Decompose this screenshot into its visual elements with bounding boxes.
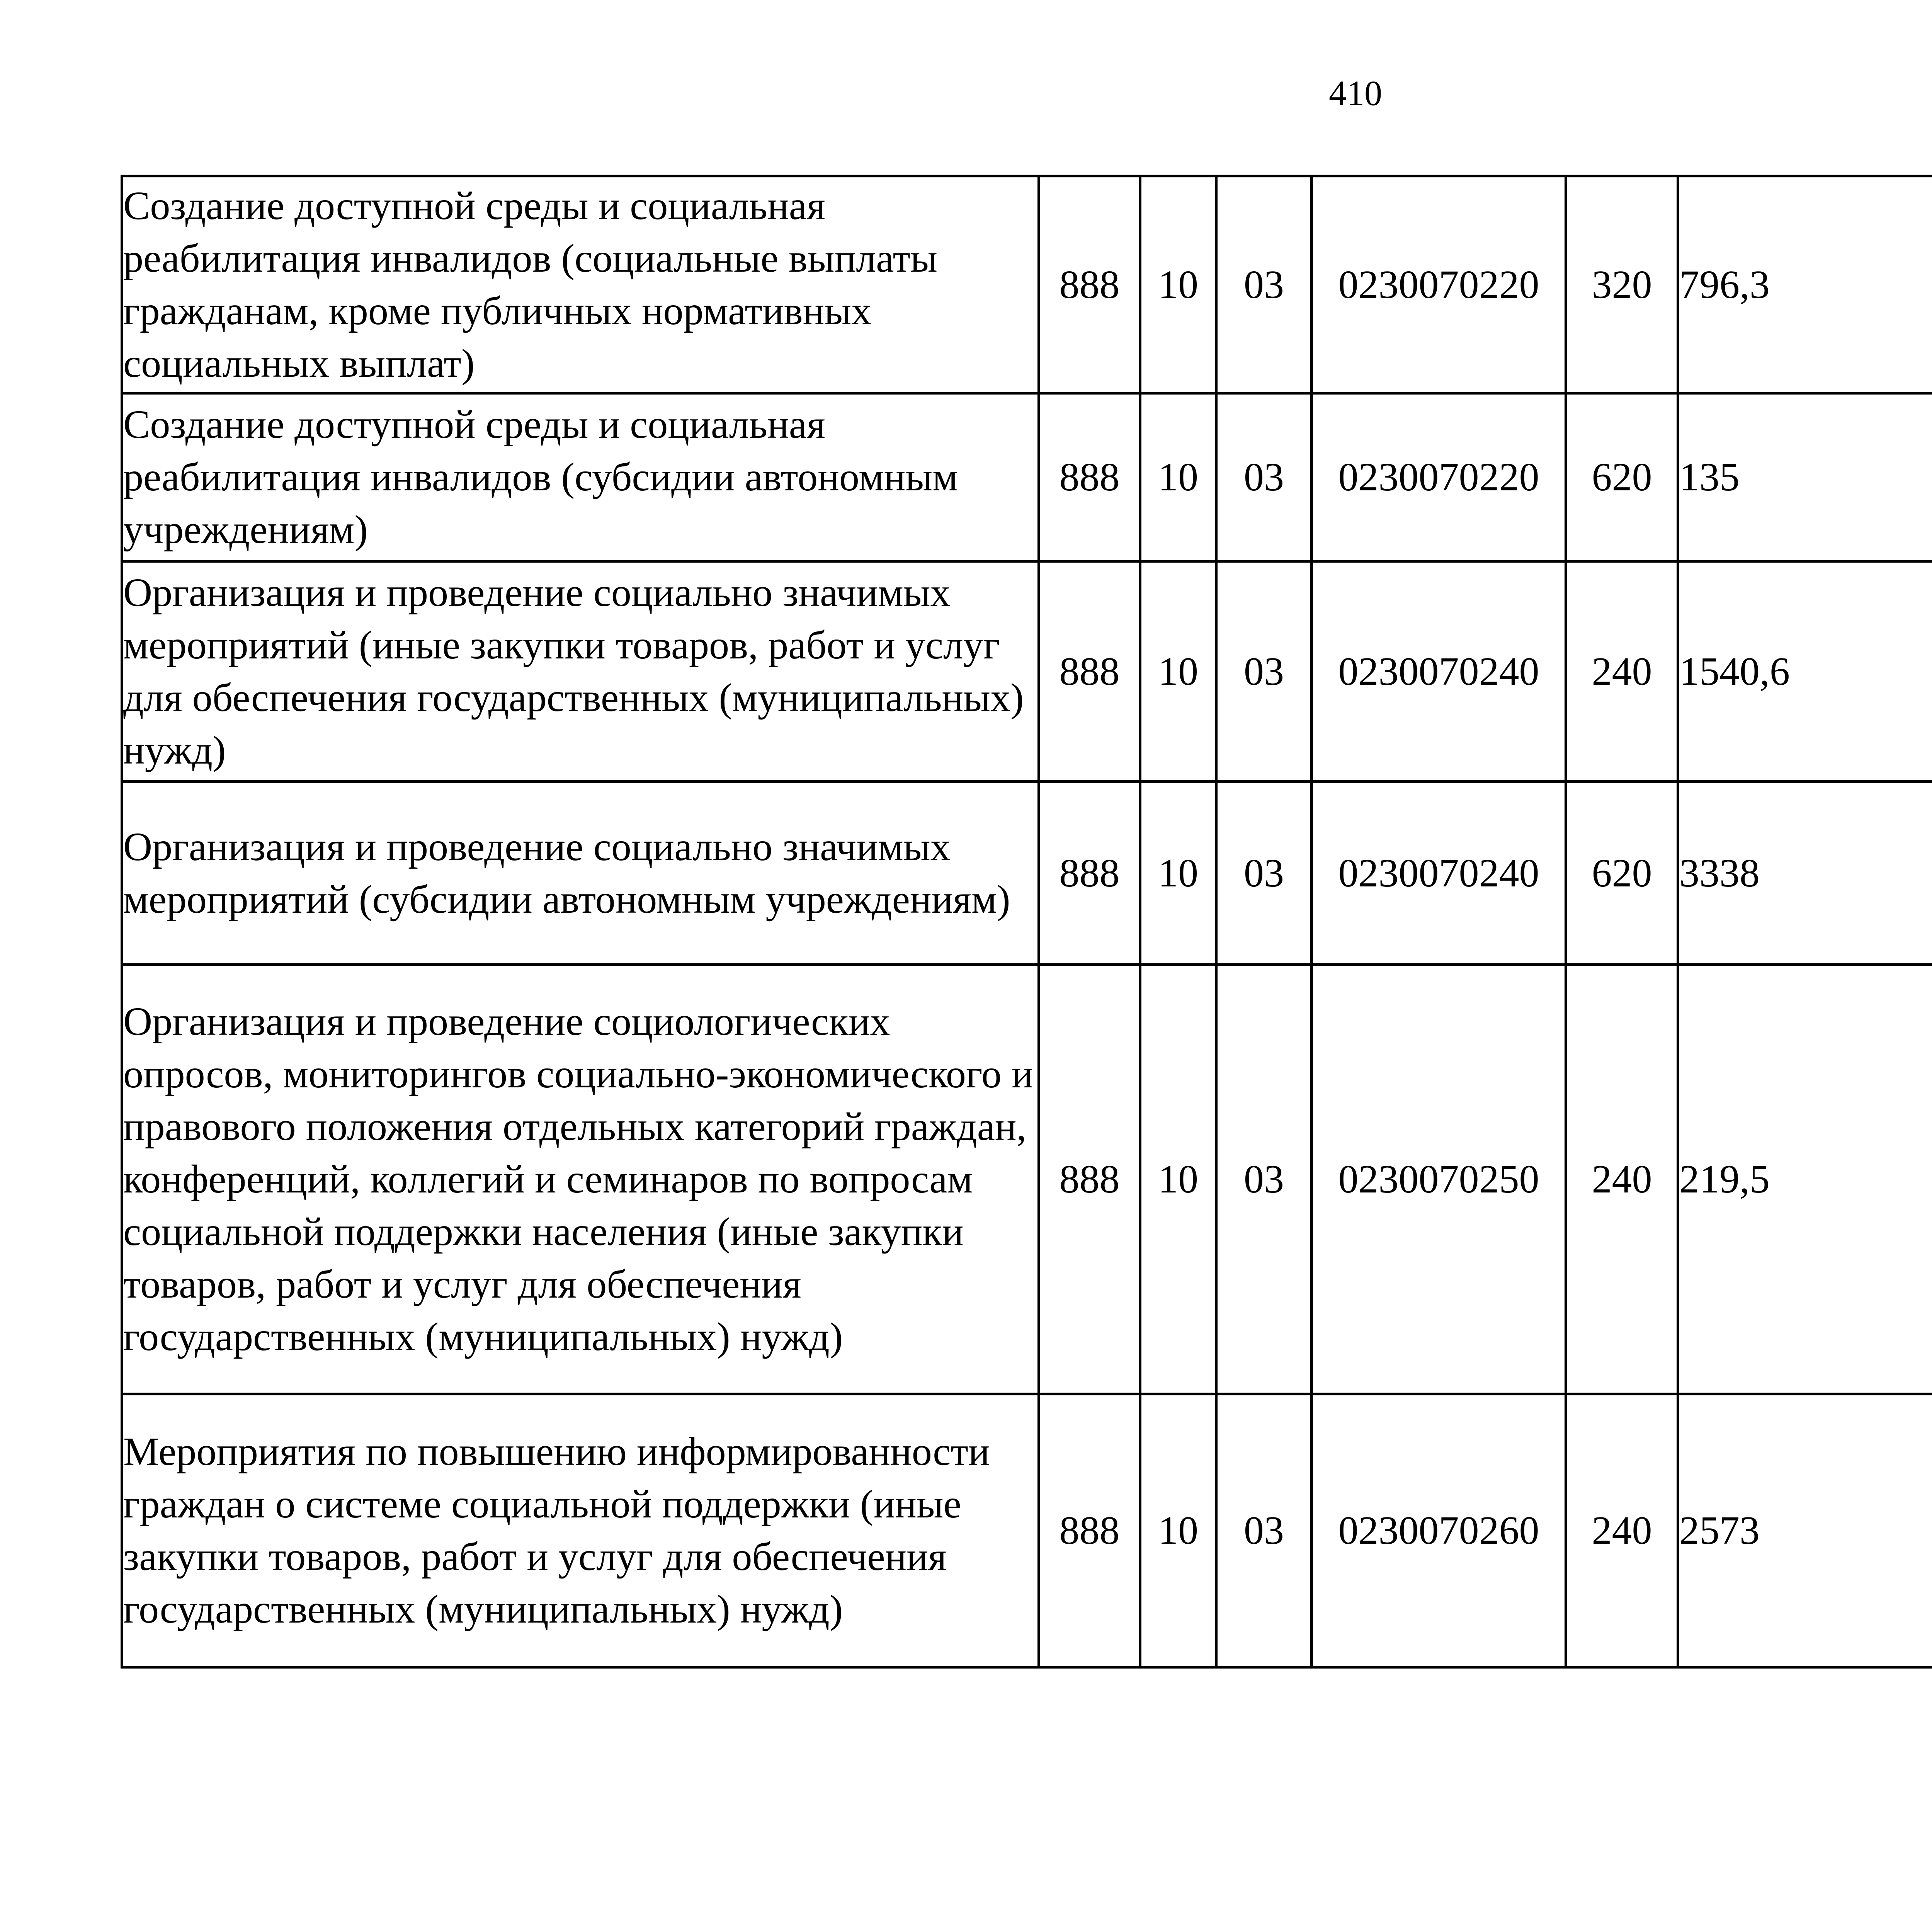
subsection-code-cell: 03 — [1216, 393, 1312, 561]
amount-1-cell: 1540,6 — [1678, 561, 1932, 782]
section-code-cell: 10 — [1140, 176, 1216, 393]
amount-1-cell: 796,3 — [1678, 176, 1932, 393]
section-code-cell: 10 — [1140, 1394, 1216, 1667]
budget-table — [121, 175, 1932, 1669]
ministry-code-cell: 888 — [1039, 393, 1140, 561]
expense-type-cell: 240 — [1566, 965, 1678, 1394]
ministry-code-cell: 888 — [1039, 176, 1140, 393]
table-row — [122, 965, 1932, 1394]
description-cell: Мероприятия по повышению информированности граждан о системе социальной поддержки (иные закупки товаров, работ и услуг для обеспечения государственных (муниципальных) нужд) — [122, 1394, 1039, 1667]
subsection-code-cell: 03 — [1216, 965, 1312, 1394]
expense-type-cell: 240 — [1566, 561, 1678, 782]
ministry-code-cell: 888 — [1039, 965, 1140, 1394]
table-row — [122, 561, 1932, 782]
section-code-cell: 10 — [1140, 561, 1216, 782]
table-row — [122, 393, 1932, 561]
expense-type-cell: 620 — [1566, 393, 1678, 561]
subsection-code-cell: 03 — [1216, 782, 1312, 965]
amount-1-cell: 3338 — [1678, 782, 1932, 965]
expense-type-cell: 240 — [1566, 1394, 1678, 1667]
ministry-code-cell: 888 — [1039, 782, 1140, 965]
target-article-cell: 0230070220 — [1312, 176, 1566, 393]
target-article-cell: 0230070250 — [1312, 965, 1566, 1394]
target-article-cell: 0230070220 — [1312, 393, 1566, 561]
subsection-code-cell: 03 — [1216, 176, 1312, 393]
table-row — [122, 1394, 1932, 1667]
description-cell: Организация и проведение социологических опросов, мониторингов социально-экономического и правового положения отдельных категорий граждан, конференций, коллегий и семинаров по вопросам социальной поддержки населения (иные закупки товаров, работ и услуг для обеспечения государственных (муниципальных) нужд) — [122, 965, 1039, 1394]
amount-1-cell: 219,5 — [1678, 965, 1932, 1394]
target-article-cell: 0230070260 — [1312, 1394, 1566, 1667]
amount-1-cell: 135 — [1678, 393, 1932, 561]
ministry-code-cell: 888 — [1039, 561, 1140, 782]
amount-1-cell: 2573 — [1678, 1394, 1932, 1667]
subsection-code-cell: 03 — [1216, 1394, 1312, 1667]
description-cell: Создание доступной среды и социальная реабилитация инвалидов (субсидии автономным учреждениям) — [122, 393, 1039, 561]
section-code-cell: 10 — [1140, 782, 1216, 965]
expense-type-cell: 620 — [1566, 782, 1678, 965]
section-code-cell: 10 — [1140, 393, 1216, 561]
description-cell: Организация и проведение социально значимых мероприятий (субсидии автономным учреждениям) — [122, 782, 1039, 965]
target-article-cell: 0230070240 — [1312, 561, 1566, 782]
table-row — [122, 782, 1932, 965]
page-number: 410 — [1329, 73, 1382, 113]
section-code-cell: 10 — [1140, 965, 1216, 1394]
expense-type-cell: 320 — [1566, 176, 1678, 393]
table-row — [122, 176, 1932, 393]
description-cell: Создание доступной среды и социальная реабилитация инвалидов (социальные выплаты гражданам, кроме публичных нормативных социальных выплат) — [122, 176, 1039, 393]
target-article-cell: 0230070240 — [1312, 782, 1566, 965]
ministry-code-cell: 888 — [1039, 1394, 1140, 1667]
subsection-code-cell: 03 — [1216, 561, 1312, 782]
description-cell: Организация и проведение социально значимых мероприятий (иные закупки товаров, работ и услуг для обеспечения государственных (муниципальных) нужд) — [122, 561, 1039, 782]
